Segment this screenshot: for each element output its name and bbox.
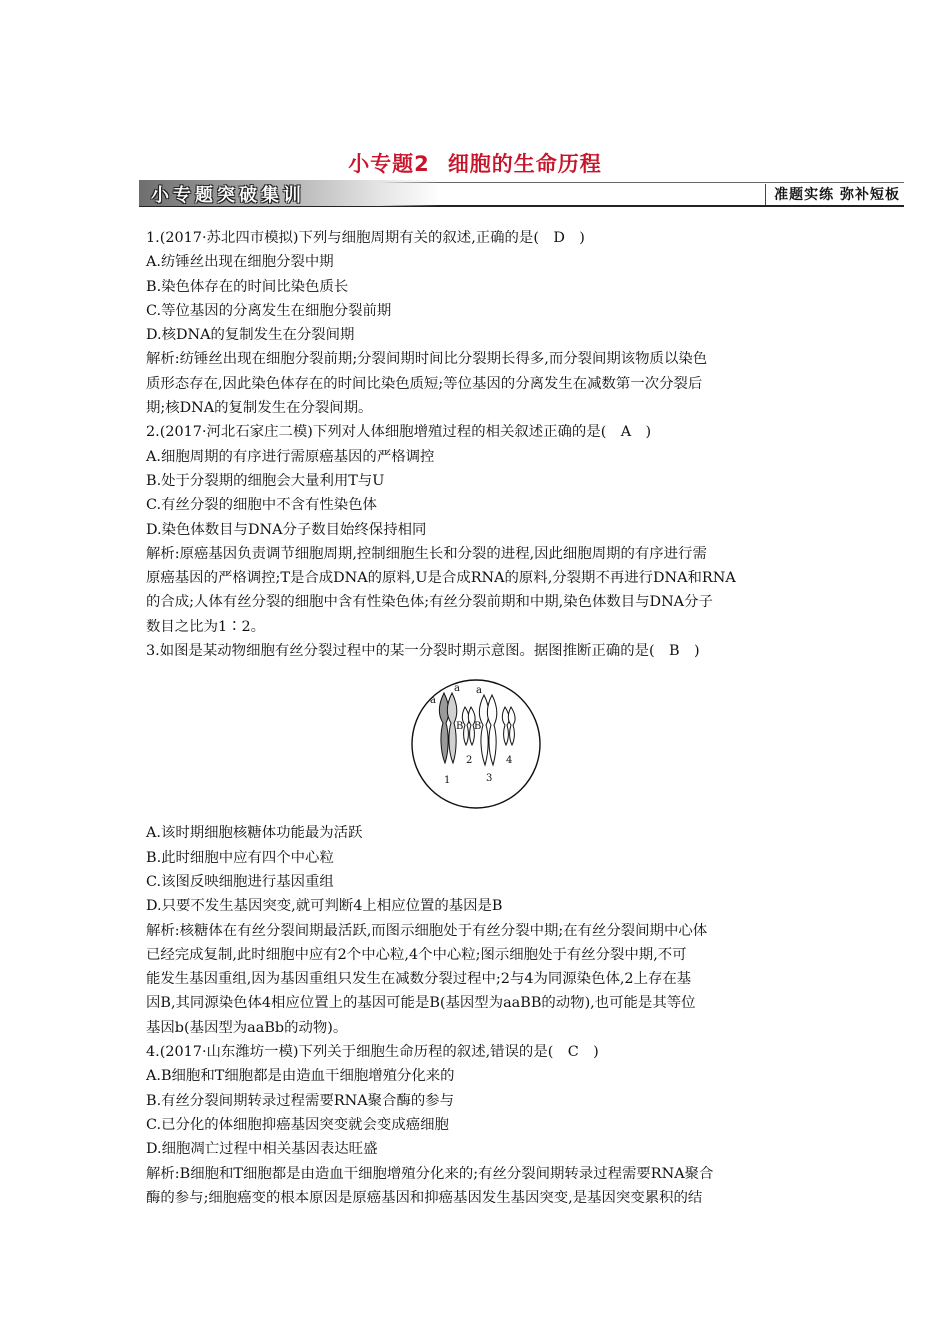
section-banner — [139, 180, 904, 208]
question-4-option-a: A.B细胞和T细胞都是由造血干细胞增殖分化来的 — [146, 1068, 455, 1085]
question-2-option-a: A.细胞周期的有序进行需原癌基因的严格调控 — [146, 448, 435, 465]
cell-division-figure — [146, 663, 810, 821]
banner-section-label: 小专题突破集训 — [151, 185, 305, 206]
question-2-explanation-line: 的合成;人体有丝分裂的细胞中含有性染色体;有丝分裂前期和中期,染色体数目与DNA分子 — [146, 594, 713, 611]
title-topic-name: 细胞的生命历程 — [447, 152, 602, 176]
question-1 — [146, 226, 810, 420]
question-1-option-a: A.纺锤丝出现在细胞分裂中期 — [146, 254, 334, 271]
question-3-explanation-line: 基因b(基因型为aaBb的动物)。 — [146, 1019, 348, 1036]
question-2-option-b: B.处于分裂期的细胞会大量利用T与U — [146, 472, 385, 489]
question-1-option-c: C.等位基因的分离发生在细胞分裂前期 — [146, 302, 392, 319]
question-2-option-c: C.有丝分裂的细胞中不含有性染色体 — [146, 497, 377, 514]
question-3-option-c: C.该图反映细胞进行基因重组 — [146, 873, 334, 890]
question-3-option-b: B.此时细胞中应有四个中心粒 — [146, 849, 334, 866]
question-3-stem: 3.如图是某动物细胞有丝分裂过程中的某一分裂时期示意图。据图推断正确的是( B ) — [146, 643, 700, 660]
question-1-explanation-line: 期;核DNA的复制发生在分裂间期。 — [146, 400, 373, 417]
gene-label-a: a — [430, 695, 436, 707]
question-1-option-d: D.核DNA的复制发生在分裂间期 — [146, 327, 355, 344]
chromosome-4 — [502, 707, 515, 745]
chromosome-number-4: 4 — [506, 755, 513, 767]
question-3-explanation-line: 因B,其同源染色体4相应位置上的基因可能是B(基因型为aaBB的动物),也可能是其等位 — [146, 995, 696, 1012]
gene-label-a: a — [476, 685, 482, 697]
banner-slogan: 准题实练 弥补短板 — [774, 187, 900, 203]
chromosome-number-3: 3 — [486, 773, 493, 785]
question-4-explanation-line: 解析:B细胞和T细胞都是由造血干细胞增殖分化来的;有丝分裂间期转录过程需要RNA聚合 — [146, 1165, 714, 1182]
question-4-explanation-line: 酶的参与;细胞癌变的根本原因是原癌基因和抑癌基因发生基因突变,是基因突变累积的结 — [146, 1189, 703, 1206]
title-topic-number: 小专题2 — [348, 152, 430, 176]
question-3 — [146, 639, 810, 1040]
question-1-explanation-line: 解析:纺锤丝出现在细胞分裂前期;分裂间期时间比分裂期长得多,而分裂间期该物质以染色 — [146, 351, 708, 368]
chromosome-number-2: 2 — [466, 755, 473, 767]
question-4-option-d: D.细胞凋亡过程中相关基因表达旺盛 — [146, 1141, 378, 1158]
question-2-explanation-line: 原癌基因的严格调控;T是合成DNA的原料,U是合成RNA的原料,分裂期不再进行DNA和RNA — [146, 570, 736, 587]
banner-left-block — [139, 180, 439, 206]
question-4-stem: 4.(2017·山东潍坊一模)下列关于细胞生命历程的叙述,错误的是( C ) — [146, 1044, 599, 1061]
chromosome-number-1: 1 — [444, 775, 451, 787]
question-content — [146, 226, 810, 1210]
question-2-option-d: D.染色体数目与DNA分子数目始终保持相同 — [146, 521, 427, 538]
question-3-option-d: D.只要不发生基因突变,就可判断4上相应位置的基因是B — [146, 898, 503, 915]
chromosome-3 — [479, 695, 496, 765]
cell-diagram — [410, 671, 542, 817]
question-2-stem: 2.(2017·河北石家庄二模)下列对人体细胞增殖过程的相关叙述正确的是( A ) — [146, 424, 652, 441]
question-3-option-a: A.该时期细胞核糖体功能最为活跃 — [146, 825, 363, 842]
question-2-explanation-line: 数目之比为1∶2。 — [146, 618, 266, 635]
question-4-option-c: C.已分化的体细胞抑癌基因突变就会变成癌细胞 — [146, 1116, 449, 1133]
page-title — [0, 148, 950, 178]
gene-label-b: B — [456, 721, 464, 733]
question-1-explanation-line: 质形态存在,因此染色体存在的时间比染色质短;等位基因的分离发生在减数第一次分裂后 — [146, 375, 703, 392]
question-4 — [146, 1040, 810, 1210]
banner-right-block — [765, 184, 904, 205]
gene-label-a: a — [454, 683, 460, 695]
question-4-option-b: B.有丝分裂间期转录过程需要RNA聚合酶的参与 — [146, 1092, 455, 1109]
question-2-explanation-line: 解析:原癌基因负责调节细胞周期,控制细胞生长和分裂的进程,因此细胞周期的有序进行需 — [146, 545, 707, 562]
chromosome-1 — [439, 693, 456, 763]
question-1-stem: 1.(2017·苏北四市模拟)下列与细胞周期有关的叙述,正确的是( D ) — [146, 230, 585, 246]
question-3-explanation-line: 解析:核糖体在有丝分裂间期最活跃,而图示细胞处于有丝分裂中期;在有丝分裂间期中心体 — [146, 922, 708, 939]
question-3-explanation-line: 能发生基因重组,因为基因重组只发生在减数分裂过程中;2与4为同源染色体,2上存在基 — [146, 971, 692, 988]
question-1-option-b: B.染色体存在的时间比染色质长 — [146, 278, 349, 295]
question-2 — [146, 420, 810, 639]
gene-label-b: B — [474, 721, 482, 733]
question-3-explanation-line: 已经完成复制,此时细胞中应有2个中心粒,4个中心粒;图示细胞处于有丝分裂中期,不可 — [146, 946, 687, 963]
